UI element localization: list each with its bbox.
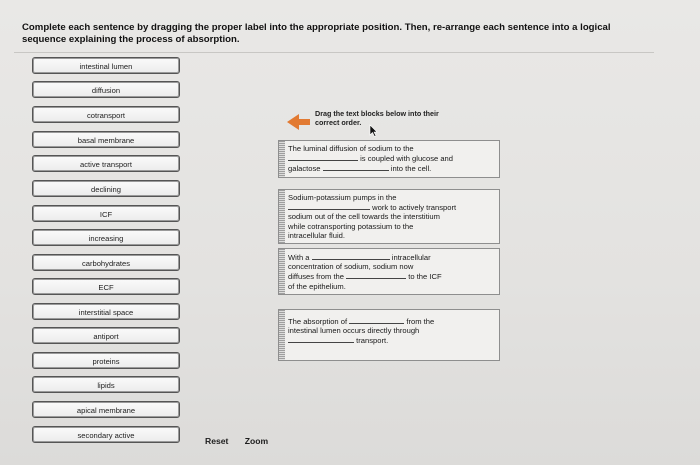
orange-arrow-icon xyxy=(285,112,311,132)
zoom-button[interactable]: Zoom xyxy=(244,436,269,446)
sentence-3-text: With a intracellular concentration of sodium, sodium now diffuses from the to the ICF of the epithelium. xyxy=(288,253,442,291)
label-lipids[interactable]: lipids xyxy=(32,376,180,393)
mouse-cursor-icon xyxy=(369,124,378,137)
drag-hint: Drag the text blocks below into their correct order. xyxy=(315,109,439,127)
label-carbohydrates[interactable]: carbohydrates xyxy=(32,254,180,271)
label-intestinal-lumen[interactable]: intestinal lumen xyxy=(32,57,180,74)
sentence-4-text: The absorption of from the intestinal lumen occurs directly through transport. xyxy=(288,317,435,346)
drag-handle[interactable] xyxy=(279,310,285,360)
reset-button[interactable]: Reset xyxy=(205,436,229,446)
drag-handle[interactable] xyxy=(279,190,285,243)
drop-zone[interactable] xyxy=(346,271,406,279)
divider xyxy=(14,52,654,53)
label-antiport[interactable]: antiport xyxy=(32,327,180,344)
label-declining[interactable]: declining xyxy=(32,180,180,197)
instructions xyxy=(22,22,662,45)
label-interstitial-space[interactable]: interstitial space xyxy=(32,303,180,320)
label-ecf[interactable]: ECF xyxy=(32,278,180,295)
label-icf[interactable]: ICF xyxy=(32,205,180,222)
instructions-line-1: Complete each sentence by dragging the proper label into the appropriate position. Then, re-arrange each sentence into a logical xyxy=(22,22,611,33)
sentence-block-4[interactable] xyxy=(278,309,500,361)
label-increasing[interactable]: increasing xyxy=(32,229,180,246)
instructions-line-2: sequence explaining the process of absorption. xyxy=(22,33,240,45)
label-cotransport[interactable]: cotransport xyxy=(32,106,180,123)
drag-handle[interactable] xyxy=(279,141,285,177)
label-apical-membrane[interactable]: apical membrane xyxy=(32,401,180,418)
sentence-block-2[interactable] xyxy=(278,189,500,244)
label-basal-membrane[interactable]: basal membrane xyxy=(32,131,180,148)
drop-zone[interactable] xyxy=(349,316,404,324)
label-secondary-active[interactable]: secondary active xyxy=(32,426,180,443)
drag-handle[interactable] xyxy=(279,249,285,294)
drop-zone[interactable] xyxy=(288,202,370,210)
sentence-block-1[interactable] xyxy=(278,140,500,178)
drop-zone[interactable] xyxy=(312,252,390,260)
label-diffusion[interactable]: diffusion xyxy=(32,81,180,98)
sentence-2-text: Sodium-potassium pumps in the work to actively transport sodium out of the cell towards the interstitium while cotransporting potassium to the intracellular fluid. xyxy=(288,193,457,240)
drop-zone[interactable] xyxy=(323,163,389,171)
controls xyxy=(205,436,282,446)
drop-zone[interactable] xyxy=(288,153,358,161)
label-proteins[interactable]: proteins xyxy=(32,352,180,369)
drop-zone[interactable] xyxy=(288,335,354,343)
sentence-block-3[interactable] xyxy=(278,248,500,295)
sentence-1-text: The luminal diffusion of sodium to the is coupled with glucose and galactose into the cell. xyxy=(288,144,453,174)
label-active-transport[interactable]: active transport xyxy=(32,155,180,172)
